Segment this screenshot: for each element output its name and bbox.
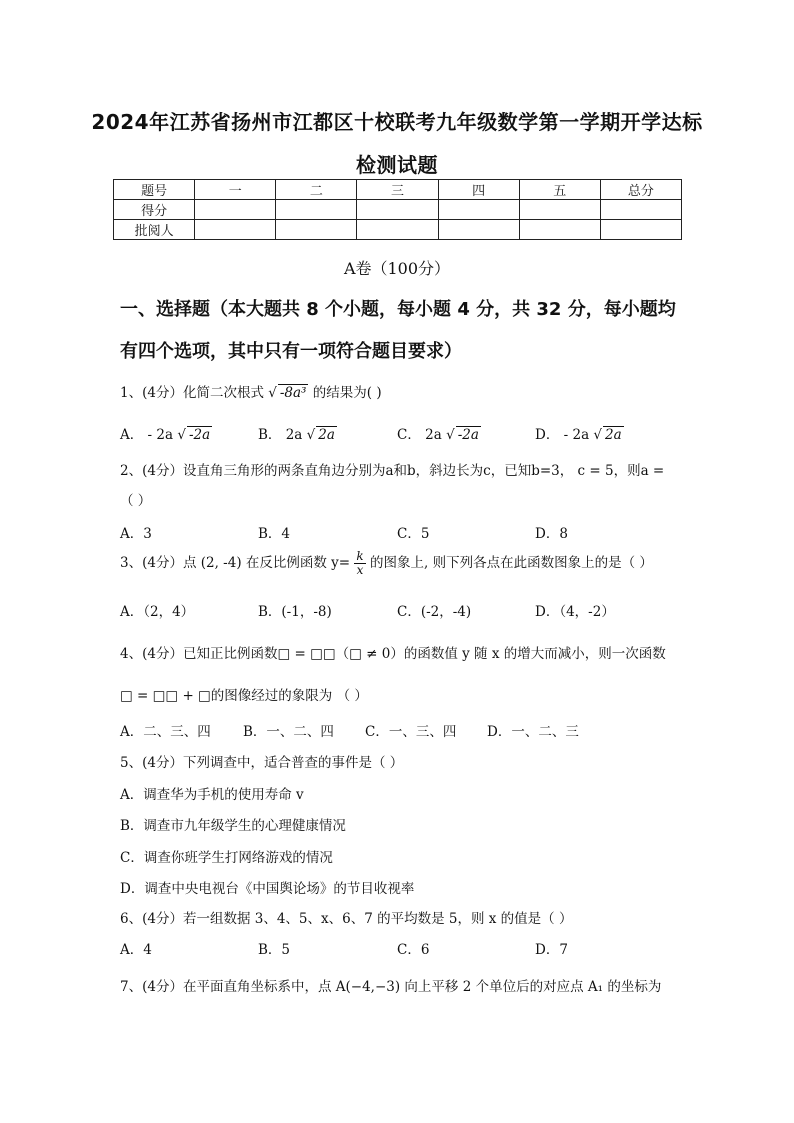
option-c: C．一、三、四 [365,724,457,740]
option-a: A．（2，4） [120,604,195,620]
option-label: D． [535,427,560,443]
radicand: -8a³ [279,385,307,401]
radical-expression: √ -2a [446,427,479,443]
option-c: C．5 [397,526,430,542]
question-1-prefix: 1、(4分）化简二次根式 [120,385,264,401]
score-cell [438,200,519,220]
score-table-header-row [114,180,682,200]
score-header-cell: 二 [276,180,357,200]
option-coef: 2a [285,427,303,443]
question-1-suffix: 的结果为( ) [312,385,382,401]
score-cell [195,200,276,220]
question-7: 7、(4分）在平面直角坐标系中，点 A(−4,−3) 向上平移 2 个单位后的对应点 A₁ 的坐标为 [120,979,662,995]
radicand: -2a [188,427,211,443]
score-header-cell: 三 [357,180,438,200]
radicand: 2a [318,427,335,443]
option-label: A． [120,427,144,443]
question-5: 5、(4分）下列调查中，适合普查的事件是（ ） [120,755,404,771]
question-4-line2: □ = □□ + □的图像经过的象限为 （ ） [120,688,368,704]
option-b [258,423,337,443]
option-b: B．4 [258,526,291,542]
option-b: B．(-1，-8) [258,604,332,620]
option-b: B．调查市九年级学生的心理健康情况 [120,818,346,834]
option-c [397,423,481,443]
option-d: D．一、二、三 [487,724,579,740]
option-a [120,423,212,443]
question-1 [120,381,382,401]
score-header-cell: 总分 [600,180,681,200]
option-d: D．7 [535,942,568,958]
score-table-row [114,220,682,240]
option-d: D．（4，-2） [535,604,615,620]
score-cell [600,200,681,220]
section-heading-line2: 有四个选项，其中只有一项符合题目要求） [120,341,462,362]
radicand: -2a [457,427,479,443]
radical-expression: √ -8a³ [268,385,307,401]
score-cell [519,200,600,220]
score-table [113,179,682,240]
score-cell [195,220,276,240]
question-3 [120,550,653,577]
radical-expression: √ 2a [306,427,335,443]
option-a: A．调查华为手机的使用寿命 v [120,787,304,803]
score-header-cell: 题号 [114,180,195,200]
section-heading-line1: 一、选择题（本大题共 8 个小题，每小题 4 分，共 32 分，每小题均 [120,299,676,320]
option-c: C．(-2，-4) [397,604,472,620]
question-3-prefix: 3、(4分）点 (2, -4) 在反比例函数 y= [120,555,351,571]
score-cell [600,220,681,240]
option-a: A．4 [120,942,152,958]
option-d: D．调查中央电视台《中国舆论场》的节目收视率 [120,881,415,897]
score-header-cell: 一 [195,180,276,200]
option-coef: 2a [425,427,442,443]
option-label: C． [397,427,421,443]
option-label: B． [258,427,282,443]
radical-expression: √ -2a [177,427,211,443]
score-row-label: 批阅人 [114,220,195,240]
fraction [354,550,365,577]
score-table-row [114,200,682,220]
option-d [535,423,624,443]
option-c: C．6 [397,942,430,958]
exam-title-line2: 检测试题 [356,153,438,177]
question-3-suffix: 的图象上, 则下列各点在此函数图象上的是（ ） [370,555,653,571]
option-coef: - 2a [147,427,174,443]
fraction-numerator: k [356,549,364,563]
option-coef: - 2a [563,427,590,443]
question-2-line1: 2、(4分）设直角三角形的两条直角边分别为a和b，斜边长为c，已知b=3， c = 5，则a = [120,463,665,479]
score-cell [276,200,357,220]
option-a: A．二、三、四 [120,724,211,740]
option-d: D．8 [535,526,568,542]
exam-title-line1: 2024年江苏省扬州市江都区十校联考九年级数学第一学期开学达标 [91,110,703,134]
score-cell [519,220,600,240]
radicand: 2a [605,427,622,443]
paper-part-label: A卷（100分） [343,259,451,278]
fraction-denominator: x [356,563,364,577]
option-b: B．5 [258,942,291,958]
score-row-label: 得分 [114,200,195,220]
score-header-cell: 五 [519,180,600,200]
question-6: 6、(4分）若一组数据 3、4、5、x、6、7 的平均数是 5，则 x 的值是（ ） [120,911,573,927]
option-b: B．一、二、四 [243,724,334,740]
question-2-line2: （ ） [120,493,152,509]
option-c: C．调查你班学生打网络游戏的情况 [120,850,333,866]
score-cell [276,220,357,240]
score-cell [357,220,438,240]
option-a: A．3 [120,526,152,542]
score-cell [438,220,519,240]
score-header-cell: 四 [438,180,519,200]
radical-expression: √ 2a [593,427,622,443]
question-4-line1: 4、(4分）已知正比例函数□ = □□（□ ≠ 0）的函数值 y 随 x 的增大而减小，则一次函数 [120,646,666,662]
score-cell [357,200,438,220]
